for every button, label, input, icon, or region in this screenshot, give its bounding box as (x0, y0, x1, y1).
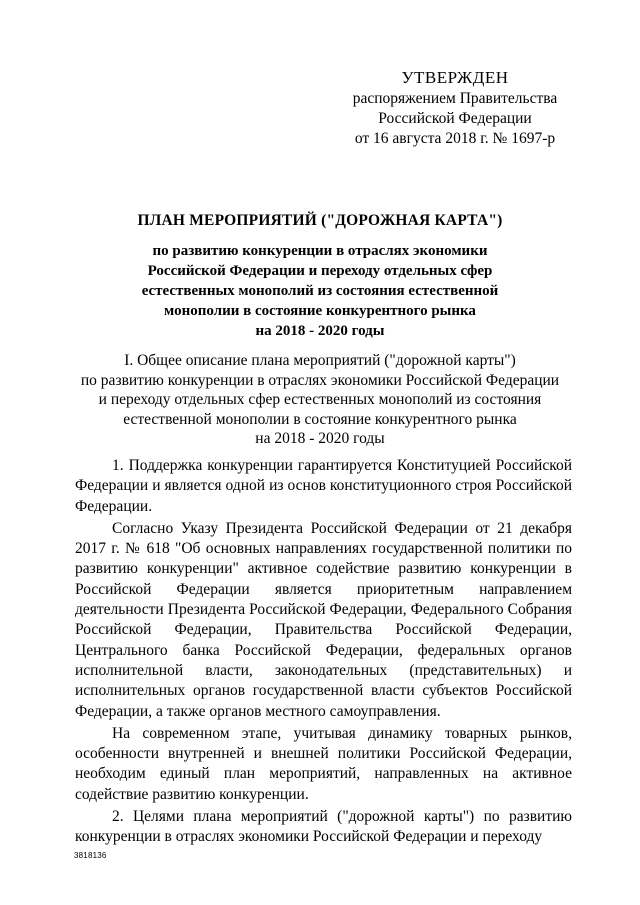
section-heading-line-5: на 2018 - 2020 годы (255, 430, 385, 447)
title-block (60, 211, 580, 341)
document-subtitle (60, 241, 580, 341)
subtitle-line-5: на 2018 - 2020 годы (255, 323, 385, 339)
approval-line-3: от 16 августа 2018 г. № 1697-р (354, 130, 556, 147)
document-title: ПЛАН МЕРОПРИЯТИЙ ("ДОРОЖНАЯ КАРТА") (137, 212, 503, 229)
subtitle-line-1: по развитию конкуренции в отраслях экономики (152, 243, 488, 259)
paragraph-3: На современном этапе, учитывая динамику товарных рынков, особенности внутренней и внешней политики Российской Федерации, необходим единый план мероприятий, направленных на активное содействие развитию конкуренции. (75, 724, 572, 803)
subtitle-line-4: монополии в состояние конкурентного рынка (164, 303, 476, 319)
section-heading-line-4: естественной монополии в состояние конкурентного рынка (123, 410, 517, 428)
section-heading-line-1: I. Общее описание плана мероприятий ("дорожной карты") (124, 352, 516, 369)
approval-heading: УТВЕРЖДЕН (401, 68, 509, 87)
paragraph-2: Согласно Указу Президента Российской Федерации от 21 декабря 2017 г. № 618 "Об основных направлениях государственной политики по развитию конкуренции" активное содействие развитию конкуренции в Российской Федерации является приоритетным направлением деятельности Президента Российской Федерации, Федерального Собрания Российской Федерации, Правительства Российской Федерации, Центрального банка Российской Федерации, федеральных органов исполнительной власти, законодательных (представительных) и исполнительных органов государственной власти субъектов Российской Федерации, а также органов местного самоуправления. (75, 519, 572, 720)
document-code: 3818136 (74, 851, 107, 860)
section-heading-line-2: по развитию конкуренции в отраслях экономики Российской Федерации (80, 371, 560, 389)
section-heading-line-3: и переходу отдельных сфер естественных монополий из состояния (98, 391, 542, 408)
approval-line-1: распоряжением Правительства (352, 90, 558, 107)
paragraph-1: 1. Поддержка конкуренции гарантируется Конституцией Российской Федерации и является одной из основ конституционного строя Российской Федерации. (75, 457, 572, 515)
body-text (75, 456, 572, 850)
approval-block (330, 68, 580, 149)
subtitle-line-3: естественных монополий из состояния естественной (141, 283, 499, 299)
approval-line-2: Российской Федерации (378, 110, 532, 127)
section-heading (60, 351, 580, 449)
subtitle-line-2: Российской Федерации и переходу отдельных сфер (147, 263, 493, 279)
paragraph-4: 2. Целями плана мероприятий ("дорожной карты") по развитию конкуренции в отраслях экономики Российской Федерации и переходу (75, 808, 572, 846)
